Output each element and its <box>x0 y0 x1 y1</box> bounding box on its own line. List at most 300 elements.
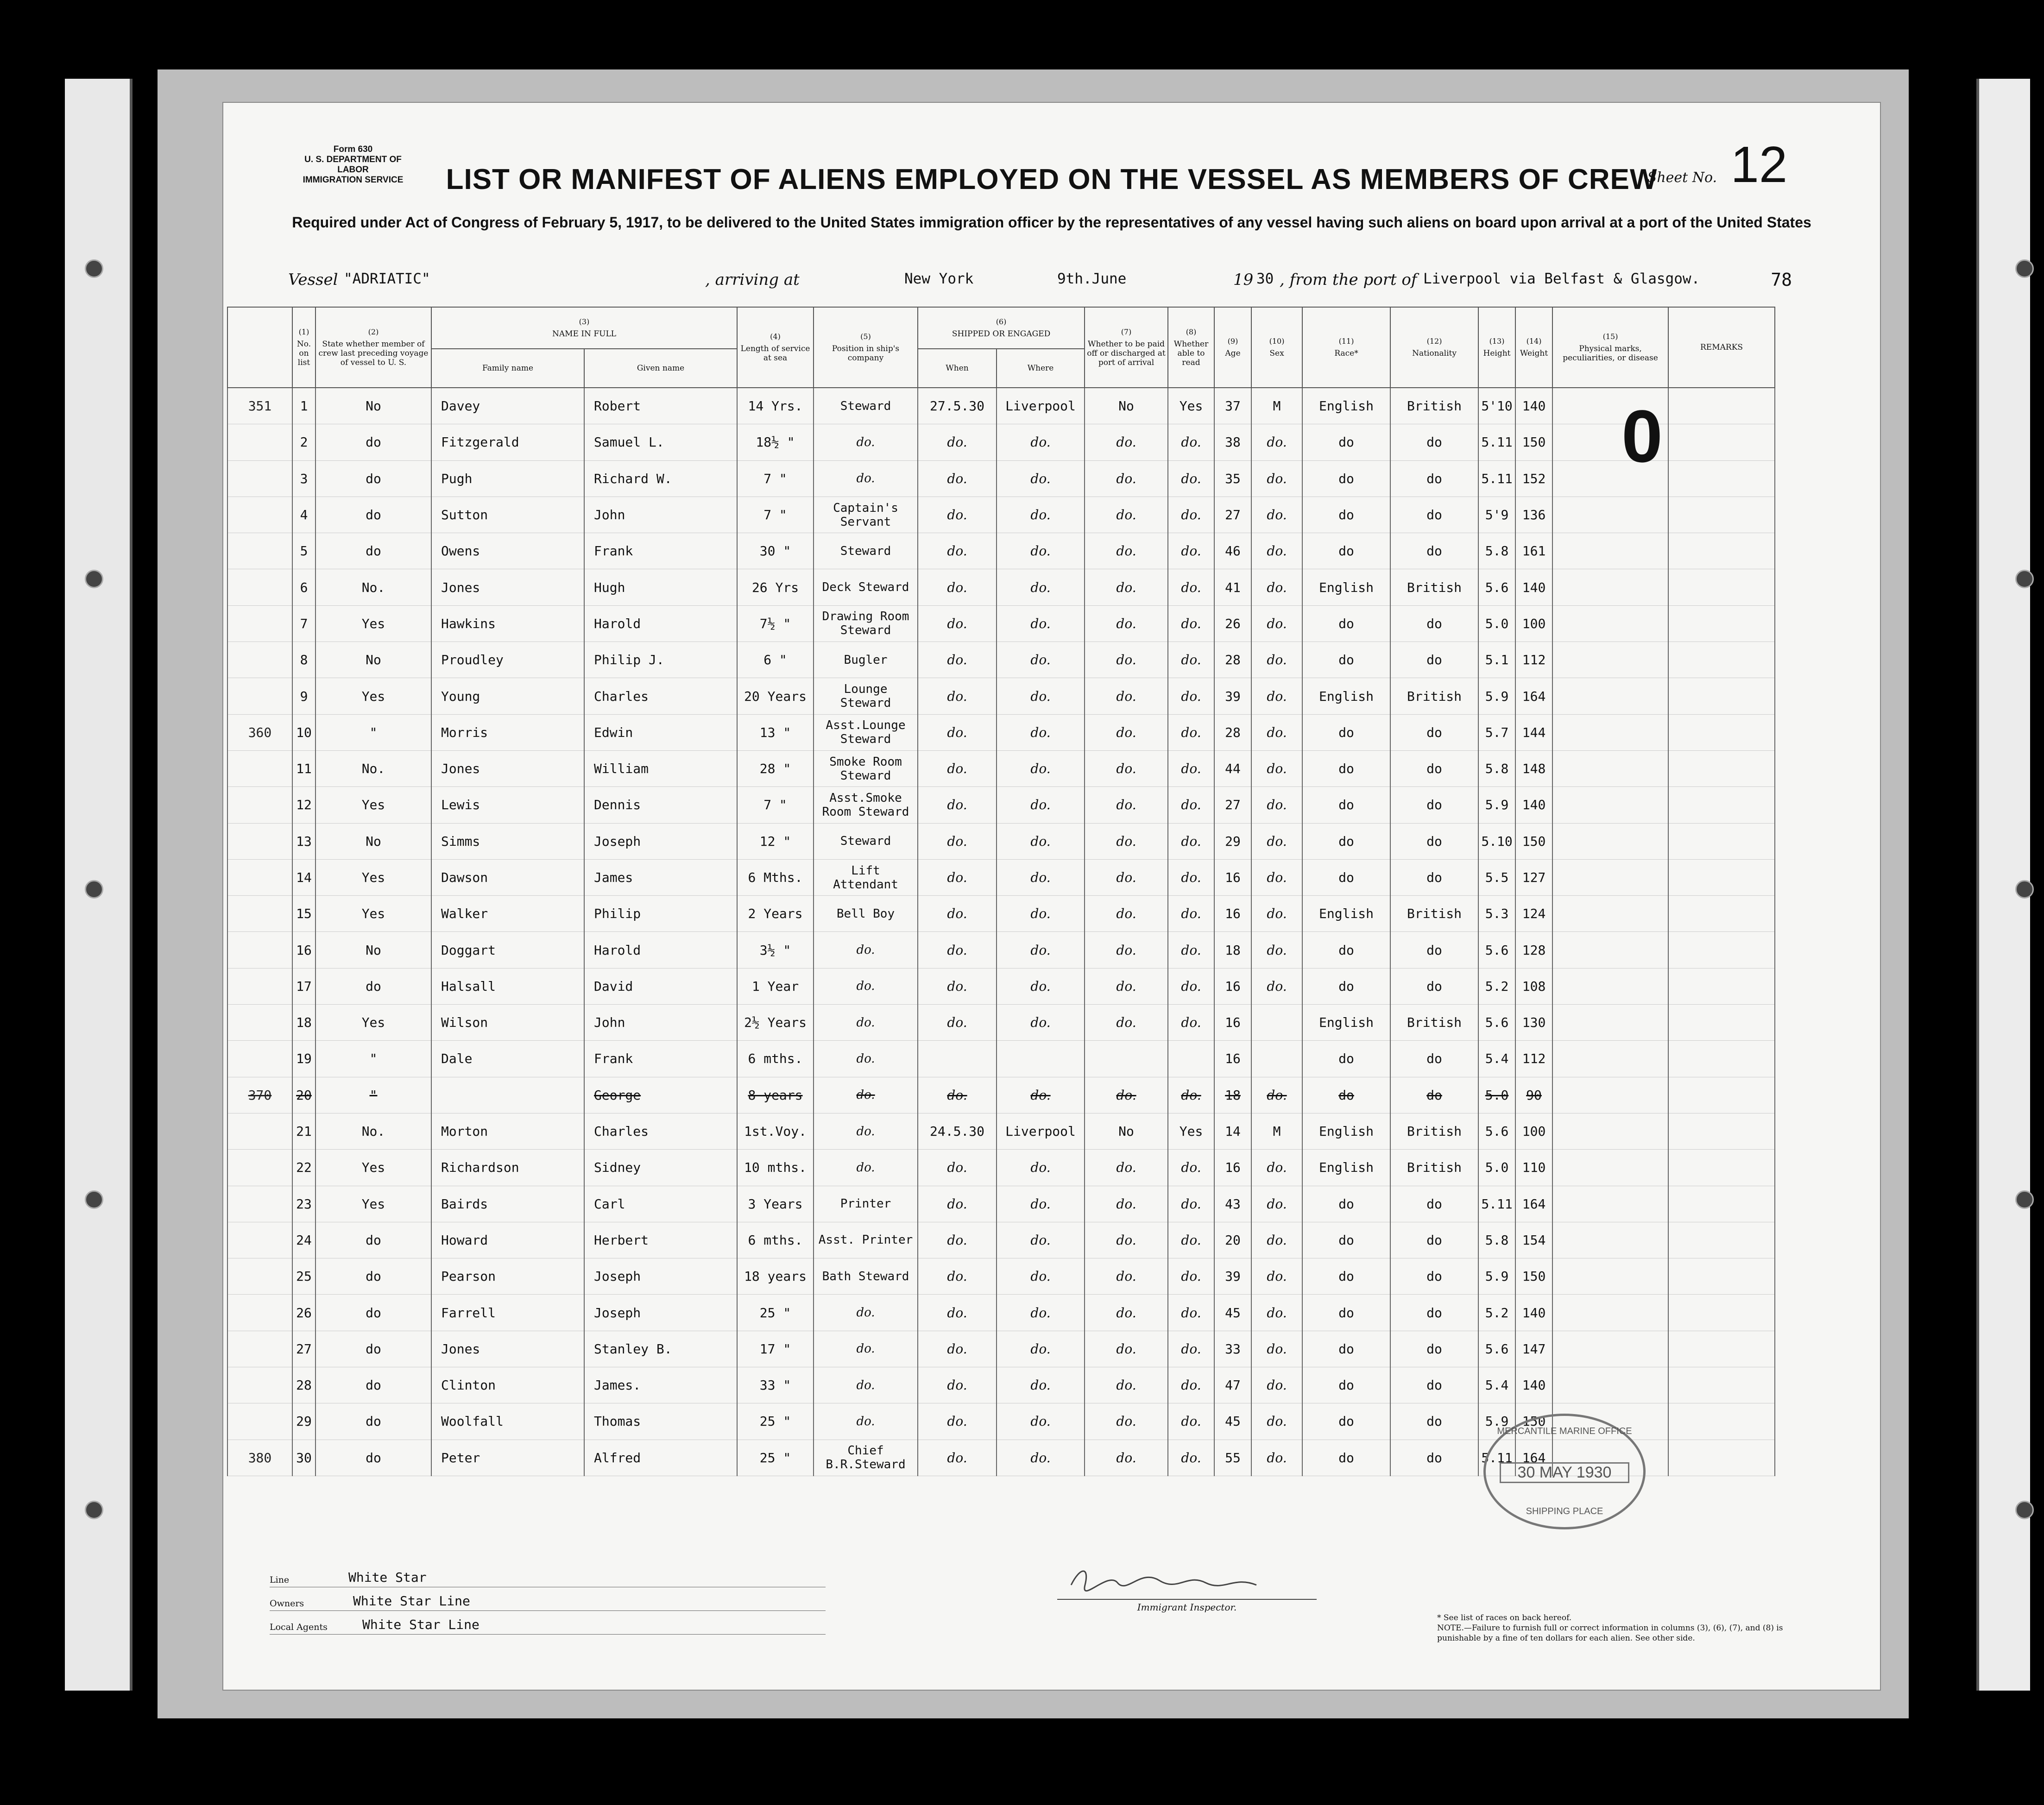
physical-marks <box>1552 1258 1668 1295</box>
list-number: 1 <box>292 388 315 424</box>
sex: do. <box>1251 1222 1302 1258</box>
list-number: 22 <box>292 1150 315 1186</box>
given-name: Edwin <box>584 714 737 750</box>
header-able-to-read: (8) Whether able to read <box>1168 307 1214 388</box>
family-name: Richardson <box>431 1150 584 1186</box>
stamp-date: 30 MAY 1930 <box>1500 1462 1629 1483</box>
physical-marks <box>1552 569 1668 605</box>
list-number: 2 <box>292 424 315 460</box>
family-name <box>431 1077 584 1113</box>
ref-cell <box>227 569 292 605</box>
shipped-when: do. <box>918 968 997 1004</box>
shipped-where: do. <box>997 1186 1085 1222</box>
weight: 148 <box>1515 750 1552 786</box>
height: 5.9 <box>1478 1258 1515 1295</box>
height: 5.4 <box>1478 1367 1515 1403</box>
length-of-service: 6 " <box>737 642 814 678</box>
age: 16 <box>1214 968 1251 1004</box>
previous-voyage: Yes <box>315 859 431 895</box>
ref-cell: 360 <box>227 714 292 750</box>
ref-cell <box>227 1258 292 1295</box>
able-to-read: do. <box>1168 1222 1214 1258</box>
race: do <box>1302 642 1390 678</box>
form-number: Form 630 <box>333 145 373 154</box>
physical-marks <box>1552 1077 1668 1113</box>
header-remarks: REMARKS <box>1668 307 1775 388</box>
remarks <box>1668 569 1775 605</box>
family-name: Clinton <box>431 1367 584 1403</box>
sex <box>1251 1041 1302 1077</box>
race: do <box>1302 1331 1390 1367</box>
given-name: Sidney <box>584 1150 737 1186</box>
races-note: * See list of races on back hereof. <box>1437 1613 1572 1623</box>
mercantile-office-stamp <box>1483 1414 1646 1529</box>
age: 46 <box>1214 533 1251 569</box>
sheet-number-label: Sheet No. <box>1647 170 1717 186</box>
race: English <box>1302 896 1390 932</box>
list-number: 27 <box>292 1331 315 1367</box>
ref-cell <box>227 1150 292 1186</box>
height: 5.10 <box>1478 823 1515 859</box>
able-to-read: Yes <box>1168 388 1214 424</box>
sex: do. <box>1251 642 1302 678</box>
weight: 150 <box>1515 1403 1552 1440</box>
weight: 161 <box>1515 533 1552 569</box>
given-name: John <box>584 1005 737 1041</box>
list-number: 29 <box>292 1403 315 1440</box>
race: English <box>1302 1113 1390 1149</box>
height: 5.9 <box>1478 1403 1515 1440</box>
list-number: 7 <box>292 605 315 641</box>
ref-cell <box>227 1005 292 1041</box>
shipped-when: do. <box>918 1222 997 1258</box>
arrival-port: New York <box>904 270 974 287</box>
able-to-read: do. <box>1168 823 1214 859</box>
given-name: Alfred <box>584 1440 737 1476</box>
length-of-service: 2 Years <box>737 896 814 932</box>
previous-voyage: Yes <box>315 896 431 932</box>
length-of-service: 1 Year <box>737 968 814 1004</box>
page-title: LIST OR MANIFEST OF ALIENS EMPLOYED ON THE VESSEL AS MEMBERS OF CREW <box>446 164 1658 195</box>
length-of-service: 20 Years <box>737 678 814 714</box>
remarks <box>1668 1331 1775 1367</box>
paid-off: do. <box>1085 1331 1168 1367</box>
manifest-sheet <box>222 102 1881 1691</box>
family-name: Owens <box>431 533 584 569</box>
position: Bell Boy <box>814 896 918 932</box>
previous-voyage: Yes <box>315 1005 431 1041</box>
sex: do. <box>1251 605 1302 641</box>
sex: do. <box>1251 932 1302 968</box>
paid-off: do. <box>1085 823 1168 859</box>
shipped-where: do. <box>997 1077 1085 1113</box>
length-of-service: 6 Mths. <box>737 859 814 895</box>
remarks <box>1668 460 1775 497</box>
previous-voyage: do <box>315 533 431 569</box>
length-of-service: 18½ " <box>737 424 814 460</box>
position: Deck Steward <box>814 569 918 605</box>
list-number: 26 <box>292 1295 315 1331</box>
position: do. <box>814 460 918 497</box>
race: do <box>1302 1186 1390 1222</box>
family-name: Hawkins <box>431 605 584 641</box>
previous-voyage: No <box>315 642 431 678</box>
agents-row <box>270 1614 826 1635</box>
table-row <box>227 1041 1775 1077</box>
shipped-where: Liverpool <box>997 1113 1085 1149</box>
previous-voyage: No. <box>315 1113 431 1149</box>
shipped-where: do. <box>997 642 1085 678</box>
shipped-where: do. <box>997 932 1085 968</box>
physical-marks <box>1552 1150 1668 1186</box>
position: do. <box>814 1295 918 1331</box>
service-name: IMMIGRATION SERVICE <box>303 175 404 185</box>
shipped-when: do. <box>918 569 997 605</box>
able-to-read: do. <box>1168 569 1214 605</box>
weight: 140 <box>1515 569 1552 605</box>
age: 41 <box>1214 569 1251 605</box>
age: 43 <box>1214 1186 1251 1222</box>
list-number: 9 <box>292 678 315 714</box>
ref-cell: 370 <box>227 1077 292 1113</box>
shipped-where: do. <box>997 1403 1085 1440</box>
physical-marks <box>1552 1295 1668 1331</box>
given-name: Dennis <box>584 787 737 823</box>
table-row <box>227 823 1775 859</box>
shipped-where: do. <box>997 678 1085 714</box>
nationality: British <box>1390 569 1478 605</box>
age: 28 <box>1214 642 1251 678</box>
shipped-when: do. <box>918 1403 997 1440</box>
table-row <box>227 605 1775 641</box>
given-name: Frank <box>584 533 737 569</box>
height: 5.8 <box>1478 533 1515 569</box>
height: 5.6 <box>1478 1113 1515 1149</box>
family-name: Pearson <box>431 1258 584 1295</box>
header-shipped-or-engaged: (6) SHIPPED OR ENGAGED <box>918 307 1085 349</box>
ref-cell <box>227 859 292 895</box>
given-name: Carl <box>584 1186 737 1222</box>
height: 5.11 <box>1478 1186 1515 1222</box>
paid-off: do. <box>1085 859 1168 895</box>
shipped-where: do. <box>997 823 1085 859</box>
weight: 90 <box>1515 1077 1552 1113</box>
race: do <box>1302 1295 1390 1331</box>
crew-table <box>227 307 1775 1476</box>
age: 16 <box>1214 896 1251 932</box>
shipped-when: do. <box>918 1077 997 1113</box>
stamp-bottom-text: SHIPPING PLACE <box>1526 1506 1603 1516</box>
ref-cell <box>227 1186 292 1222</box>
height: 5.11 <box>1478 460 1515 497</box>
age: 18 <box>1214 1077 1251 1113</box>
race: do <box>1302 605 1390 641</box>
age: 38 <box>1214 424 1251 460</box>
table-row <box>227 1077 1775 1113</box>
family-name: Dale <box>431 1041 584 1077</box>
nationality: British <box>1390 1150 1478 1186</box>
previous-voyage: do <box>315 1331 431 1367</box>
paid-off: do. <box>1085 714 1168 750</box>
table-row <box>227 424 1775 460</box>
remarks <box>1668 1367 1775 1403</box>
shipped-when: do. <box>918 1331 997 1367</box>
position: do. <box>814 1150 918 1186</box>
remarks <box>1668 1403 1775 1440</box>
given-name: Philip <box>584 896 737 932</box>
remarks <box>1668 750 1775 786</box>
position: Asst. Printer <box>814 1222 918 1258</box>
shipped-where: do. <box>997 460 1085 497</box>
table-row <box>227 1113 1775 1149</box>
given-name: James <box>584 859 737 895</box>
nationality: do <box>1390 497 1478 533</box>
age: 45 <box>1214 1295 1251 1331</box>
fine-note: NOTE.—Failure to furnish full or correct information in columns (3), (6), (7), and (8) is punishable by a fine of ten dollars for each alien. See other side. <box>1437 1623 1783 1643</box>
age: 27 <box>1214 787 1251 823</box>
able-to-read: do. <box>1168 1077 1214 1113</box>
table-row <box>227 968 1775 1004</box>
ref-cell <box>227 787 292 823</box>
weight: 100 <box>1515 1113 1552 1149</box>
table-row <box>227 388 1775 424</box>
sex: do. <box>1251 1150 1302 1186</box>
height: 5.5 <box>1478 859 1515 895</box>
shipped-where: do. <box>997 1295 1085 1331</box>
previous-voyage: do <box>315 1222 431 1258</box>
height: 5.4 <box>1478 1041 1515 1077</box>
weight: 144 <box>1515 714 1552 750</box>
line-row <box>270 1566 826 1587</box>
weight: 110 <box>1515 1150 1552 1186</box>
able-to-read: do. <box>1168 787 1214 823</box>
sex: do. <box>1251 678 1302 714</box>
weight: 150 <box>1515 823 1552 859</box>
weight: 150 <box>1515 424 1552 460</box>
ref-cell <box>227 932 292 968</box>
position: Steward <box>814 388 918 424</box>
position: do. <box>814 1331 918 1367</box>
ref-cell <box>227 678 292 714</box>
header-race: (11) Race* <box>1302 307 1390 388</box>
weight: 140 <box>1515 1295 1552 1331</box>
remarks <box>1668 388 1775 424</box>
previous-voyage: do <box>315 424 431 460</box>
given-name: Charles <box>584 1113 737 1149</box>
table-row <box>227 569 1775 605</box>
length-of-service: 26 Yrs <box>737 569 814 605</box>
length-of-service: 13 " <box>737 714 814 750</box>
family-name: Walker <box>431 896 584 932</box>
family-name: Jones <box>431 569 584 605</box>
sex: do. <box>1251 1258 1302 1295</box>
remarks <box>1668 1005 1775 1041</box>
family-name: Woolfall <box>431 1403 584 1440</box>
family-name: Fitzgerald <box>431 424 584 460</box>
age: 35 <box>1214 460 1251 497</box>
nationality: do <box>1390 1186 1478 1222</box>
physical-marks <box>1552 1041 1668 1077</box>
previous-voyage: Yes <box>315 1150 431 1186</box>
position: do. <box>814 1077 918 1113</box>
previous-voyage: No <box>315 388 431 424</box>
given-name: Charles <box>584 678 737 714</box>
table-row <box>227 1222 1775 1258</box>
shipped-when: do. <box>918 932 997 968</box>
previous-voyage: do <box>315 1403 431 1440</box>
position: do. <box>814 1367 918 1403</box>
able-to-read: do. <box>1168 1295 1214 1331</box>
family-name: Wilson <box>431 1005 584 1041</box>
previous-voyage: do <box>315 1295 431 1331</box>
given-name: Harold <box>584 932 737 968</box>
header-where: Where <box>997 349 1085 388</box>
paid-off: do. <box>1085 678 1168 714</box>
paid-off: do. <box>1085 750 1168 786</box>
weight: 147 <box>1515 1331 1552 1367</box>
physical-marks <box>1552 1005 1668 1041</box>
given-name: William <box>584 750 737 786</box>
remarks <box>1668 968 1775 1004</box>
able-to-read: do. <box>1168 460 1214 497</box>
sex: do. <box>1251 1367 1302 1403</box>
given-name: Samuel L. <box>584 424 737 460</box>
footnote <box>1437 1613 1817 1643</box>
owners-row <box>270 1590 826 1611</box>
remarks <box>1668 823 1775 859</box>
shipped-where: do. <box>997 533 1085 569</box>
shipped-where <box>997 1041 1085 1077</box>
able-to-read: do. <box>1168 932 1214 968</box>
position: do. <box>814 424 918 460</box>
table-row <box>227 714 1775 750</box>
race: do <box>1302 460 1390 497</box>
given-name: Joseph <box>584 1295 737 1331</box>
list-number: 23 <box>292 1186 315 1222</box>
length-of-service: 18 years <box>737 1258 814 1295</box>
shipped-where: do. <box>997 569 1085 605</box>
length-of-service: 12 " <box>737 823 814 859</box>
able-to-read: do. <box>1168 1367 1214 1403</box>
race: do <box>1302 424 1390 460</box>
page-number: 78 <box>1771 270 1792 290</box>
list-number: 12 <box>292 787 315 823</box>
age: 26 <box>1214 605 1251 641</box>
race: do <box>1302 750 1390 786</box>
length-of-service: 6 mths. <box>737 1041 814 1077</box>
length-of-service: 30 " <box>737 533 814 569</box>
race: do <box>1302 1222 1390 1258</box>
shipped-where: do. <box>997 1331 1085 1367</box>
sex: M <box>1251 388 1302 424</box>
nationality: do <box>1390 1331 1478 1367</box>
remarks <box>1668 1186 1775 1222</box>
previous-voyage: No <box>315 823 431 859</box>
weight: 124 <box>1515 896 1552 932</box>
nationality: do <box>1390 1258 1478 1295</box>
shipped-when: do. <box>918 714 997 750</box>
table-row <box>227 1005 1775 1041</box>
given-name: Stanley B. <box>584 1331 737 1367</box>
age: 37 <box>1214 388 1251 424</box>
shipped-when: do. <box>918 1367 997 1403</box>
given-name: George <box>584 1077 737 1113</box>
header-age: (9) Age <box>1214 307 1251 388</box>
remarks <box>1668 1077 1775 1113</box>
inspector-signature <box>1066 1562 1261 1594</box>
header-physical-marks: (15) Physical marks, peculiarities, or disease <box>1552 307 1668 388</box>
sex: do. <box>1251 750 1302 786</box>
list-number: 16 <box>292 932 315 968</box>
weight: 154 <box>1515 1222 1552 1258</box>
table-row <box>227 1186 1775 1222</box>
remarks <box>1668 678 1775 714</box>
shipped-where: do. <box>997 1005 1085 1041</box>
position: Steward <box>814 823 918 859</box>
table-row <box>227 750 1775 786</box>
agents-label: Local Agents <box>270 1622 328 1632</box>
table-row <box>227 642 1775 678</box>
binder-hole <box>85 1190 103 1209</box>
paid-off: do. <box>1085 569 1168 605</box>
remarks <box>1668 424 1775 460</box>
paid-off: do. <box>1085 932 1168 968</box>
sex: do. <box>1251 460 1302 497</box>
height: 5.9 <box>1478 787 1515 823</box>
physical-marks <box>1552 1367 1668 1403</box>
weight: 136 <box>1515 497 1552 533</box>
sex: do. <box>1251 1331 1302 1367</box>
paid-off: do. <box>1085 497 1168 533</box>
position: do. <box>814 1005 918 1041</box>
position: Drawing Room Steward <box>814 605 918 641</box>
header-sex: (10) Sex <box>1251 307 1302 388</box>
age: 20 <box>1214 1222 1251 1258</box>
able-to-read: do. <box>1168 896 1214 932</box>
list-number: 20 <box>292 1077 315 1113</box>
position: do. <box>814 968 918 1004</box>
ref-cell <box>227 1222 292 1258</box>
shipped-where: do. <box>997 1367 1085 1403</box>
sex: do. <box>1251 896 1302 932</box>
remarks <box>1668 1295 1775 1331</box>
agents-value: White Star Line <box>362 1617 479 1632</box>
shipped-when: do. <box>918 823 997 859</box>
given-name: Joseph <box>584 823 737 859</box>
previous-voyage: do <box>315 1367 431 1403</box>
weight: 140 <box>1515 1367 1552 1403</box>
paid-off: do. <box>1085 1005 1168 1041</box>
vessel-label: Vessel <box>288 270 338 289</box>
previous-voyage: do <box>315 1258 431 1295</box>
paid-off: do. <box>1085 605 1168 641</box>
paid-off: do. <box>1085 1150 1168 1186</box>
length-of-service: 1st.Voy. <box>737 1113 814 1149</box>
header-previous-voyage: (2) State whether member of crew last preceding voyage of vessel to U. S. <box>315 307 431 388</box>
nationality: do <box>1390 533 1478 569</box>
shipped-where: do. <box>997 1258 1085 1295</box>
nationality: do <box>1390 932 1478 968</box>
position: Steward <box>814 533 918 569</box>
shipped-when: do. <box>918 1295 997 1331</box>
shipped-where: do. <box>997 1440 1085 1476</box>
sex: do. <box>1251 859 1302 895</box>
nationality: do <box>1390 823 1478 859</box>
length-of-service: 7 " <box>737 787 814 823</box>
height: 5.11 <box>1478 424 1515 460</box>
sheet-number: 12 <box>1730 136 1787 193</box>
able-to-read: do. <box>1168 1440 1214 1476</box>
